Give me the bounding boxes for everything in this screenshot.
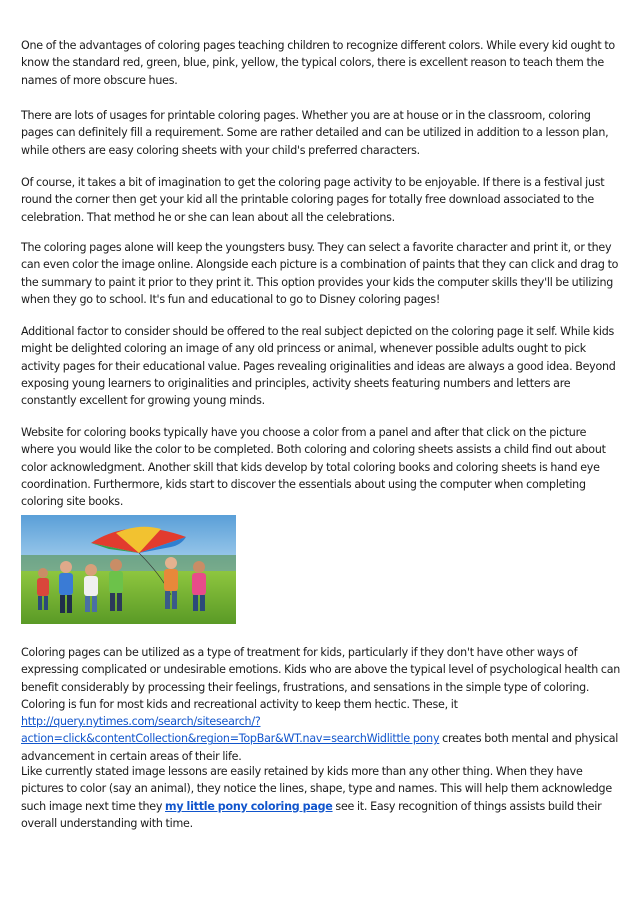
nytimes-search-link[interactable]: http://query.nytimes.com/search/sitesearch/?action=click&contentCollection&region=TopBar&WT.nav=searchWidlittle pony [21, 715, 440, 746]
paragraph-printable-usages: There are lots of usages for printable coloring pages. Whether you are at house or in the classroom, coloring pages can definitely fill a requirement. Some are rather detailed and can be utilized in addition to a lesson plan, while others are easy coloring sheets with your child's preferred characters. [21, 109, 609, 157]
paragraph-image-lessons [21, 763, 621, 832]
paragraph-imagination: Of course, it takes a bit of imagination to get the coloring page activity to be enjoyable. If there is a festival just round the corner then get your kid all the printable coloring pages for totally free download associated to the celebration. That method he or she can lean about all the celebrations. [21, 176, 605, 224]
paragraph-treatment-tail: creates both mental and physical advancement in certain areas of their life. [21, 732, 619, 763]
kids-running-with-kite-photo [21, 515, 236, 624]
paragraph-treatment-text: Coloring pages can be utilized as a type of treatment for kids, particularly if they don't have other ways of expressing complicated or undesirable emotions. Kids who are above the typical level of psychological health can benefit considerably by processing their feelings, frustrations, and sensations in the simple type of coloring. Coloring is fun for most kids and recreational activity to keep them hectic. These, it [21, 646, 621, 711]
kids-kite-illustration [21, 515, 236, 624]
paragraph-keep-busy: The coloring pages alone will keep the youngsters busy. They can select a favorite character and print it, or they can even color the image online. Alongside each picture is a combination of paints that they can click and drag to the summary to paint it prior to they print it. This option provides your kids the computer skills they'll be utilizing when they go to school. It's fun and educational to go to Disney coloring pages! [21, 241, 619, 306]
paragraph-image-lessons-text: Like currently stated image lessons are easily retained by kids more than any other thing. When they have pictures to color (say an animal), they notice the lines, shape, type and names. This will help them acknowledge such image next time they [21, 765, 612, 813]
paragraph-color-advantages: One of the advantages of coloring pages teaching children to recognize different colors. While every kid ought to know the standard red, green, blue, pink, yellow, the typical colors, there is excellent reason to teach them the names of more obscure hues. [21, 39, 615, 87]
paragraph-image-lessons-tail: see it. Easy recognition of things assists build their overall understanding with time. [21, 799, 602, 830]
paragraph-treatment [21, 644, 621, 765]
paragraph-coloring-websites: Website for coloring books typically have you choose a color from a panel and after that click on the picture where you would like the color to be completed. Both coloring and coloring sheets assists a child find out about color acknowledgment. Another skill that kids develop by total coloring books and coloring sheets is hand eye coordination. Furthermore, kids start to discover the essentials about using the computer when completing coloring site books. [21, 426, 606, 509]
paragraph-subject-consideration: Additional factor to consider should be offered to the real subject depicted on the coloring page it self. While kids might be delighted coloring an image of any old princess or animal, whenever possible adults ought to pick activity pages for their educational value. Pages revealing originalities and ideas are always a good idea. Beyond exposing young learners to originalities and principles, activity sheets featuring numbers and letters are constantly excellent for growing young minds. [21, 325, 616, 408]
my-little-pony-coloring-page-link[interactable]: my little pony coloring page [165, 799, 333, 813]
